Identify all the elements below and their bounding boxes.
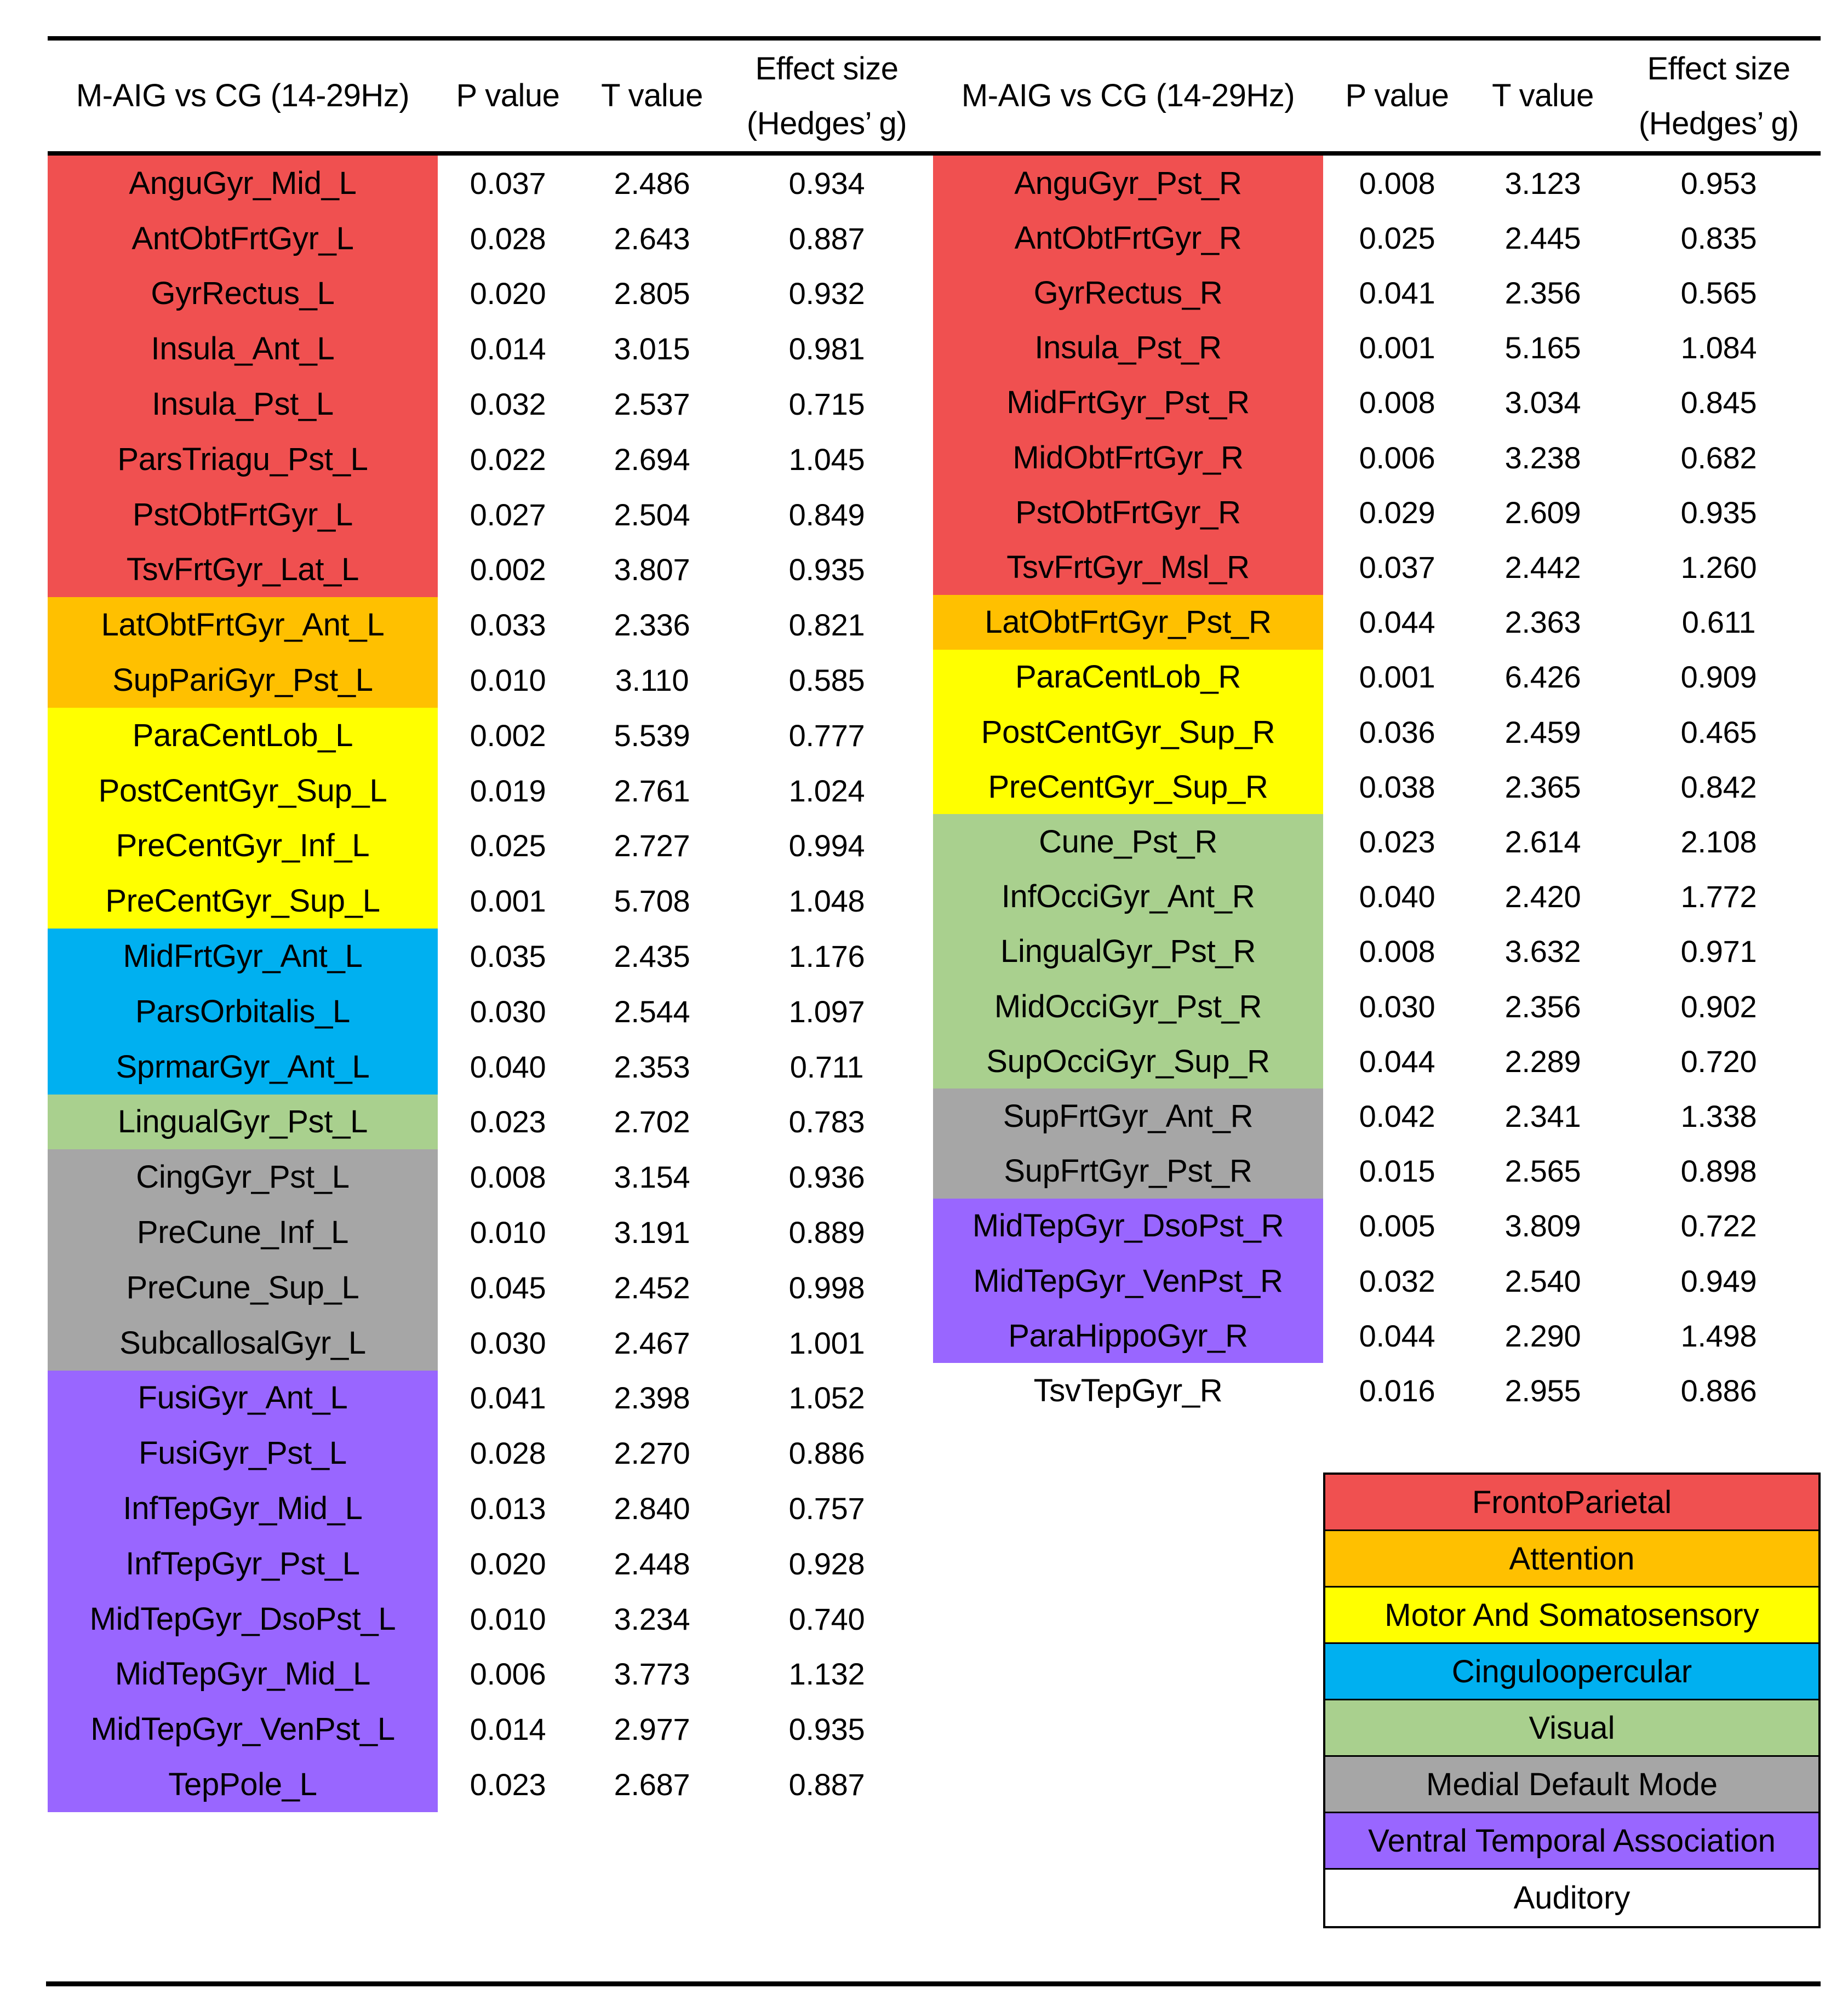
effect-size-cell: 0.953: [1680, 165, 1757, 200]
t-value-cell: 2.353: [614, 1049, 690, 1084]
region-cell: Insula_Ant_L: [48, 321, 438, 376]
p-value-cell: 0.040: [1359, 879, 1435, 914]
region-cell: SupOcciGyr_Sup_R: [933, 1034, 1323, 1088]
p-value-cell: 0.041: [1359, 275, 1435, 310]
p-value-cell: 0.010: [470, 1215, 546, 1250]
effect-size-cell: 0.757: [788, 1491, 865, 1526]
effect-size-cell: 0.887: [788, 221, 865, 256]
legend-item: Medial Default Mode: [1325, 1757, 1818, 1813]
region-cell: MidOcciGyr_Pst_R: [933, 979, 1323, 1034]
table-row: [0, 704, 1848, 759]
t-value-cell: 2.540: [1504, 1263, 1581, 1298]
p-value-cell: 0.044: [1359, 605, 1435, 640]
region-cell: InfTepGyr_Mid_L: [48, 1481, 438, 1536]
t-value-cell: 2.363: [1504, 605, 1581, 640]
p-value-cell: 0.030: [470, 1325, 546, 1360]
t-value-cell: 2.459: [1504, 714, 1581, 749]
t-value-cell: 3.154: [614, 1160, 690, 1195]
region-cell: ParsOrbitalis_L: [48, 984, 438, 1039]
effect-size-cell: 0.886: [788, 1436, 865, 1471]
legend-item: Auditory: [1325, 1870, 1818, 1926]
legend-item: FrontoParietal: [1325, 1475, 1818, 1531]
p-value-cell: 0.023: [470, 1104, 546, 1139]
t-value-cell: 3.773: [614, 1657, 690, 1692]
region-cell: InfTepGyr_Pst_L: [48, 1536, 438, 1591]
effect-size-cell: 0.949: [1680, 1263, 1757, 1298]
effect-size-cell: 0.981: [788, 331, 865, 366]
t-value-cell: 2.486: [614, 165, 690, 200]
table-row: [0, 979, 1848, 1034]
effect-size-cell: 0.611: [1681, 605, 1756, 640]
top-rule: [48, 36, 1821, 41]
p-value-cell: 0.023: [1359, 824, 1435, 859]
t-value-cell: 2.289: [1504, 1044, 1581, 1079]
header-p-left: P value: [456, 78, 560, 113]
t-value-cell: 2.761: [614, 773, 690, 808]
table-row: [0, 156, 1848, 210]
table-row: [0, 924, 1848, 979]
region-cell: MidTepGyr_DsoPst_L: [48, 1591, 438, 1647]
region-cell: LatObtFrtGyr_Ant_L: [48, 597, 438, 652]
effect-size-cell: 1.024: [788, 773, 865, 808]
region-cell: LatObtFrtGyr_Pst_R: [933, 595, 1323, 650]
table-row: [0, 595, 1848, 650]
p-value-cell: 0.006: [470, 1657, 546, 1692]
effect-size-cell: 0.783: [788, 1104, 865, 1139]
p-value-cell: 0.023: [470, 1767, 546, 1802]
table-row: [0, 1199, 1848, 1253]
effect-size-cell: 0.928: [788, 1546, 865, 1581]
effect-size-cell: 0.932: [788, 276, 865, 311]
t-value-cell: 3.123: [1504, 165, 1581, 200]
network-legend: [1323, 1473, 1821, 1928]
effect-size-cell: 0.740: [788, 1601, 865, 1636]
region-cell: MidTepGyr_DsoPst_R: [933, 1199, 1323, 1253]
effect-size-cell: 0.565: [1680, 275, 1757, 310]
p-value-cell: 0.008: [1359, 165, 1435, 200]
region-cell: SubcallosalGyr_L: [48, 1315, 438, 1371]
p-value-cell: 0.030: [1359, 989, 1435, 1024]
p-value-cell: 0.033: [470, 608, 546, 643]
t-value-cell: 2.977: [614, 1712, 690, 1747]
legend-item: Attention: [1325, 1531, 1818, 1588]
t-value-cell: 2.609: [1504, 495, 1581, 530]
t-value-cell: 3.807: [614, 552, 690, 587]
p-value-cell: 0.005: [1359, 1208, 1435, 1244]
p-value-cell: 0.006: [1359, 440, 1435, 475]
p-value-cell: 0.027: [470, 497, 546, 532]
effect-size-cell: 1.084: [1680, 330, 1757, 365]
table-row: [0, 759, 1848, 814]
p-value-cell: 0.028: [470, 221, 546, 256]
effect-size-cell: 0.971: [1680, 934, 1757, 969]
effect-size-cell: 0.682: [1680, 440, 1757, 475]
t-value-cell: 2.727: [614, 828, 690, 863]
p-value-cell: 0.020: [470, 1546, 546, 1581]
header-p-right: P value: [1345, 78, 1449, 113]
table-row: [0, 540, 1848, 594]
t-value-cell: 2.398: [614, 1380, 690, 1416]
table-row: [0, 485, 1848, 540]
p-value-cell: 0.014: [470, 331, 546, 366]
t-value-cell: 5.165: [1504, 330, 1581, 365]
t-value-cell: 2.544: [614, 994, 690, 1029]
region-cell: MidFrtGyr_Pst_R: [933, 375, 1323, 430]
p-value-cell: 0.008: [1359, 385, 1435, 420]
header-effect-right-1: Effect size: [1647, 51, 1790, 87]
p-value-cell: 0.045: [470, 1270, 546, 1305]
t-value-cell: 2.955: [1504, 1373, 1581, 1408]
t-value-cell: 2.356: [1504, 989, 1581, 1024]
t-value-cell: 2.365: [1504, 769, 1581, 804]
p-value-cell: 0.022: [470, 442, 546, 477]
table-row: [0, 210, 1848, 265]
effect-size-cell: 0.934: [788, 165, 865, 200]
p-value-cell: 0.028: [470, 1436, 546, 1471]
p-value-cell: 0.002: [470, 718, 546, 753]
table-row: [0, 1144, 1848, 1199]
region-cell: FusiGyr_Pst_L: [48, 1425, 438, 1481]
region-cell: MidFrtGyr_Ant_L: [48, 929, 438, 984]
t-value-cell: 2.452: [614, 1270, 690, 1305]
region-cell: AntObtFrtGyr_R: [933, 210, 1323, 265]
legend-item: Visual: [1325, 1700, 1818, 1757]
region-cell: PreCentGyr_Sup_L: [48, 873, 438, 929]
header-region-right: M-AIG vs CG (14-29Hz): [961, 78, 1295, 113]
effect-size-cell: 0.886: [1680, 1373, 1757, 1408]
p-value-cell: 0.025: [470, 828, 546, 863]
t-value-cell: 6.426: [1504, 660, 1581, 695]
header-effect-left-2: (Hedges’ g): [746, 106, 907, 141]
table-row: [0, 375, 1848, 430]
t-value-cell: 2.702: [614, 1104, 690, 1139]
table-row: [0, 1253, 1848, 1308]
region-cell: PreCentGyr_Inf_L: [48, 818, 438, 874]
t-value-cell: 2.467: [614, 1325, 690, 1360]
t-value-cell: 2.341: [1504, 1098, 1581, 1133]
legend-item: Ventral Temporal Association: [1325, 1813, 1818, 1870]
region-cell: GyrRectus_L: [48, 266, 438, 322]
region-cell: TsvTepGyr_R: [1033, 1372, 1223, 1408]
t-value-cell: 2.442: [1504, 549, 1581, 585]
region-cell: LingualGyr_Pst_R: [933, 924, 1323, 979]
p-value-cell: 0.016: [1359, 1373, 1435, 1408]
p-value-cell: 0.035: [470, 939, 546, 974]
header-rule: [48, 151, 1821, 156]
effect-size-cell: 0.849: [788, 497, 865, 532]
p-value-cell: 0.032: [470, 387, 546, 422]
effect-size-cell: 1.498: [1680, 1318, 1757, 1353]
t-value-cell: 3.632: [1504, 934, 1581, 969]
region-cell: MidTepGyr_VenPst_R: [933, 1253, 1323, 1308]
p-value-cell: 0.040: [470, 1049, 546, 1084]
p-value-cell: 0.014: [470, 1712, 546, 1747]
p-value-cell: 0.041: [470, 1380, 546, 1416]
t-value-cell: 3.234: [614, 1601, 690, 1636]
effect-size-cell: 0.935: [788, 1712, 865, 1747]
region-cell: PostCentGyr_Sup_L: [48, 763, 438, 818]
effect-size-cell: 1.132: [788, 1657, 865, 1692]
p-value-cell: 0.044: [1359, 1318, 1435, 1353]
p-value-cell: 0.002: [470, 552, 546, 587]
effect-size-cell: 0.711: [789, 1049, 864, 1084]
t-value-cell: 2.694: [614, 442, 690, 477]
region-cell: AnguGyr_Pst_R: [933, 156, 1323, 210]
t-value-cell: 2.537: [614, 387, 690, 422]
t-value-cell: 2.445: [1504, 220, 1581, 255]
t-value-cell: 3.191: [614, 1215, 690, 1250]
p-value-cell: 0.010: [470, 663, 546, 698]
t-value-cell: 2.356: [1504, 275, 1581, 310]
t-value-cell: 5.539: [614, 718, 690, 753]
t-value-cell: 2.504: [614, 497, 690, 532]
effect-size-cell: 0.842: [1680, 769, 1757, 804]
table-row: [0, 1034, 1848, 1088]
effect-size-cell: 0.465: [1680, 714, 1757, 749]
bottom-rule: [46, 1981, 1821, 1986]
t-value-cell: 3.110: [615, 663, 689, 698]
region-cell: AnguGyr_Mid_L: [48, 156, 438, 211]
region-cell: PreCune_Sup_L: [48, 1260, 438, 1315]
t-value-cell: 5.708: [614, 884, 690, 919]
effect-size-cell: 0.722: [1680, 1208, 1757, 1244]
effect-size-cell: 1.260: [1680, 549, 1757, 585]
header-effect-left-1: Effect size: [755, 51, 899, 87]
region-cell: SupPariGyr_Pst_L: [48, 652, 438, 708]
t-value-cell: 2.448: [614, 1546, 690, 1581]
t-value-cell: 2.643: [614, 221, 690, 256]
effect-size-cell: 0.887: [788, 1767, 865, 1802]
effect-size-cell: 0.935: [788, 552, 865, 587]
region-cell: SprmarGyr_Ant_L: [48, 1039, 438, 1095]
region-cell: MidTepGyr_Mid_L: [48, 1647, 438, 1702]
p-value-cell: 0.030: [470, 994, 546, 1029]
t-value-cell: 3.809: [1504, 1208, 1581, 1244]
p-value-cell: 0.020: [470, 276, 546, 311]
effect-size-cell: 0.998: [788, 1270, 865, 1305]
region-cell: GyrRectus_R: [933, 265, 1323, 320]
t-value-cell: 3.034: [1504, 385, 1581, 420]
table-row: [0, 650, 1848, 704]
header-t-left: T value: [601, 78, 703, 113]
effect-size-cell: 0.835: [1680, 220, 1757, 255]
effect-size-cell: 1.001: [788, 1325, 865, 1360]
p-value-cell: 0.037: [1359, 549, 1435, 585]
effect-size-cell: 1.048: [788, 884, 865, 919]
t-value-cell: 2.270: [614, 1436, 690, 1471]
p-value-cell: 0.029: [1359, 495, 1435, 530]
table-row: [0, 320, 1848, 375]
region-cell: LingualGyr_Pst_L: [48, 1095, 438, 1150]
region-cell: Insula_Pst_L: [48, 376, 438, 432]
table-row: [0, 265, 1848, 320]
t-value-cell: 3.238: [1504, 440, 1581, 475]
t-value-cell: 2.290: [1504, 1318, 1581, 1353]
p-value-cell: 0.038: [1359, 769, 1435, 804]
p-value-cell: 0.008: [470, 1160, 546, 1195]
table-row: [0, 814, 1848, 869]
effect-size-cell: 0.585: [788, 663, 865, 698]
effect-size-cell: 0.935: [1680, 495, 1757, 530]
p-value-cell: 0.001: [1359, 330, 1435, 365]
t-value-cell: 2.420: [1504, 879, 1581, 914]
effect-size-cell: 1.097: [788, 994, 865, 1029]
region-cell: InfOcciGyr_Ant_R: [933, 869, 1323, 924]
region-cell: PreCune_Inf_L: [48, 1205, 438, 1260]
t-value-cell: 2.687: [614, 1767, 690, 1802]
region-cell: MidObtFrtGyr_R: [933, 430, 1323, 485]
region-cell: ParsTriagu_Pst_L: [48, 432, 438, 487]
header-region-left: M-AIG vs CG (14-29Hz): [76, 78, 410, 113]
effect-size-cell: 0.715: [788, 387, 865, 422]
region-cell: AntObtFrtGyr_L: [48, 211, 438, 266]
t-value-cell: 2.435: [614, 939, 690, 974]
effect-size-cell: 0.909: [1680, 660, 1757, 695]
table-row: [0, 869, 1848, 924]
region-cell: ParaCentLob_R: [933, 650, 1323, 704]
effect-size-cell: 0.777: [788, 718, 865, 753]
region-cell: TepPole_L: [48, 1757, 438, 1812]
table-row: [0, 1363, 1848, 1418]
region-cell: PreCentGyr_Sup_R: [933, 759, 1323, 814]
effect-size-cell: 0.720: [1680, 1044, 1757, 1079]
effect-size-cell: 0.936: [788, 1160, 865, 1195]
p-value-cell: 0.044: [1359, 1044, 1435, 1079]
p-value-cell: 0.037: [470, 165, 546, 200]
t-value-cell: 2.840: [614, 1491, 690, 1526]
p-value-cell: 0.001: [470, 884, 546, 919]
p-value-cell: 0.042: [1359, 1098, 1435, 1133]
p-value-cell: 0.015: [1359, 1154, 1435, 1189]
p-value-cell: 0.008: [1359, 934, 1435, 969]
effect-size-cell: 0.845: [1680, 385, 1757, 420]
effect-size-cell: 0.902: [1680, 989, 1757, 1024]
region-cell: MidTepGyr_VenPst_L: [48, 1701, 438, 1757]
p-value-cell: 0.019: [470, 773, 546, 808]
effect-size-cell: 0.889: [788, 1215, 865, 1250]
p-value-cell: 0.010: [470, 1601, 546, 1636]
p-value-cell: 0.032: [1359, 1263, 1435, 1298]
table-row: [0, 1088, 1848, 1143]
region-cell: CingGyr_Pst_L: [48, 1149, 438, 1205]
p-value-cell: 0.025: [1359, 220, 1435, 255]
table-row: [0, 430, 1848, 485]
region-cell: TsvFrtGyr_Msl_R: [933, 540, 1323, 594]
t-value-cell: 2.336: [614, 608, 690, 643]
region-cell: FusiGyr_Ant_L: [48, 1371, 438, 1426]
region-cell: SupFrtGyr_Pst_R: [933, 1144, 1323, 1199]
effect-size-cell: 0.821: [788, 608, 865, 643]
region-cell: PstObtFrtGyr_R: [933, 485, 1323, 540]
effect-size-cell: 1.772: [1680, 879, 1757, 914]
region-cell: Cune_Pst_R: [933, 814, 1323, 869]
header-t-right: T value: [1492, 78, 1594, 113]
region-cell: Insula_Pst_R: [933, 320, 1323, 375]
effect-size-cell: 1.176: [788, 939, 865, 974]
legend-item: Cinguloopercular: [1325, 1644, 1818, 1700]
t-value-cell: 2.565: [1504, 1154, 1581, 1189]
region-cell: SupFrtGyr_Ant_R: [933, 1088, 1323, 1143]
effect-size-cell: 1.052: [788, 1380, 865, 1416]
region-cell: ParaHippoGyr_R: [933, 1308, 1323, 1363]
region-cell: PostCentGyr_Sup_R: [933, 704, 1323, 759]
effect-size-cell: 0.994: [788, 828, 865, 863]
effect-size-cell: 1.338: [1680, 1098, 1757, 1133]
effect-size-cell: 1.045: [788, 442, 865, 477]
legend-item: Motor And Somatosensory: [1325, 1588, 1818, 1644]
t-value-cell: 3.015: [614, 331, 690, 366]
region-cell: ParaCentLob_L: [48, 708, 438, 763]
header-effect-right-2: (Hedges’ g): [1638, 106, 1799, 141]
p-value-cell: 0.036: [1359, 714, 1435, 749]
effect-size-cell: 2.108: [1680, 824, 1757, 859]
t-value-cell: 2.614: [1504, 824, 1581, 859]
effect-size-cell: 0.898: [1680, 1154, 1757, 1189]
t-value-cell: 2.805: [614, 276, 690, 311]
region-cell: TsvFrtGyr_Lat_L: [48, 542, 438, 598]
table-row: [0, 1308, 1848, 1363]
p-value-cell: 0.001: [1359, 660, 1435, 695]
region-cell: PstObtFrtGyr_L: [48, 487, 438, 542]
p-value-cell: 0.013: [470, 1491, 546, 1526]
